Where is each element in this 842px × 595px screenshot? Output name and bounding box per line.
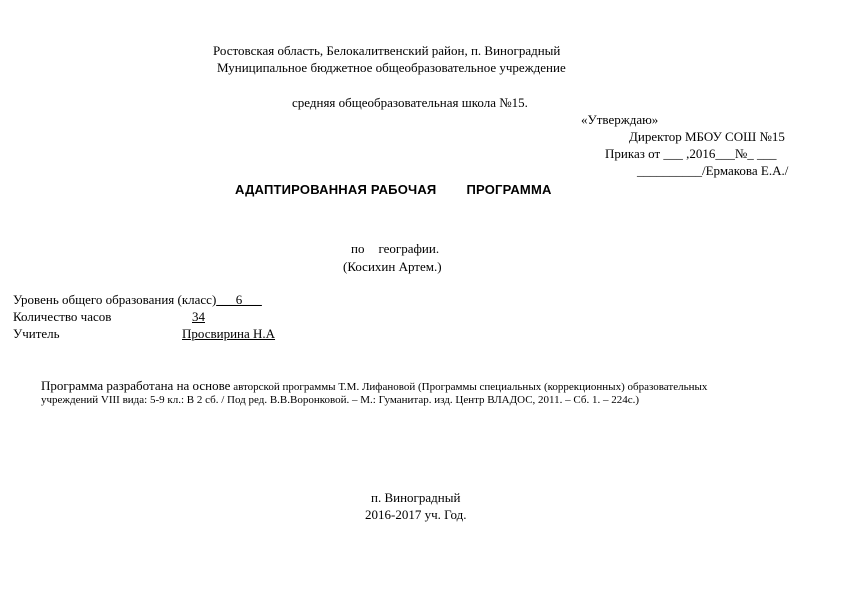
hours-value: 34 xyxy=(192,309,205,324)
approval-signature: __________/Ермакова Е.А./ xyxy=(637,163,789,178)
level-label: Уровень общего образования (класс) xyxy=(13,292,217,307)
program-basis-lead: Программа разработана на основе xyxy=(41,378,231,393)
footer-year: 2016-2017 уч. Год. xyxy=(365,507,467,522)
student-name: (Косихин Артем.) xyxy=(343,259,442,274)
subject-line xyxy=(351,241,439,257)
level-value: ___6___ xyxy=(216,292,262,307)
approval-director: Директор МБОУ СОШ №15 xyxy=(629,129,785,144)
approval-order: Приказ от ___ ,2016___№_ ___ xyxy=(605,146,777,161)
header-region: Ростовская область, Белокалитвенский район, п. Виноградный xyxy=(213,43,561,58)
page-title xyxy=(235,182,552,197)
teacher-value: Просвирина Н.А xyxy=(182,326,276,341)
teacher-label: Учитель xyxy=(13,326,60,341)
program-basis-line-2: учреждений VIII вида: 5-9 кл.: В 2 сб. / Под ред. В.В.Воронковой. – М.: Гуманитар. изд. Центр ВЛАДОС, 2011. – Сб. 1. – 224с.) xyxy=(41,394,639,406)
program-basis-line-1 xyxy=(41,378,707,394)
hours-label: Количество часов xyxy=(13,309,112,324)
subject-prefix: по xyxy=(351,241,365,256)
subject-name: географии. xyxy=(378,241,440,256)
header-school-type: Муниципальное бюджетное общеобразовательное учреждение xyxy=(217,60,566,75)
title-part-2: ПРОГРАММА xyxy=(466,182,552,197)
approval-stamp: «Утверждаю» xyxy=(581,112,659,127)
footer-place: п. Виноградный xyxy=(371,490,461,505)
title-part-1: АДАПТИРОВАННАЯ РАБОЧАЯ xyxy=(235,182,437,197)
program-basis-source: авторской программы Т.М. Лифановой (Программы специальных (коррекционных) образовательных xyxy=(230,381,708,393)
header-school-name: средняя общеобразовательная школа №15. xyxy=(292,95,528,110)
level-field xyxy=(13,292,262,308)
